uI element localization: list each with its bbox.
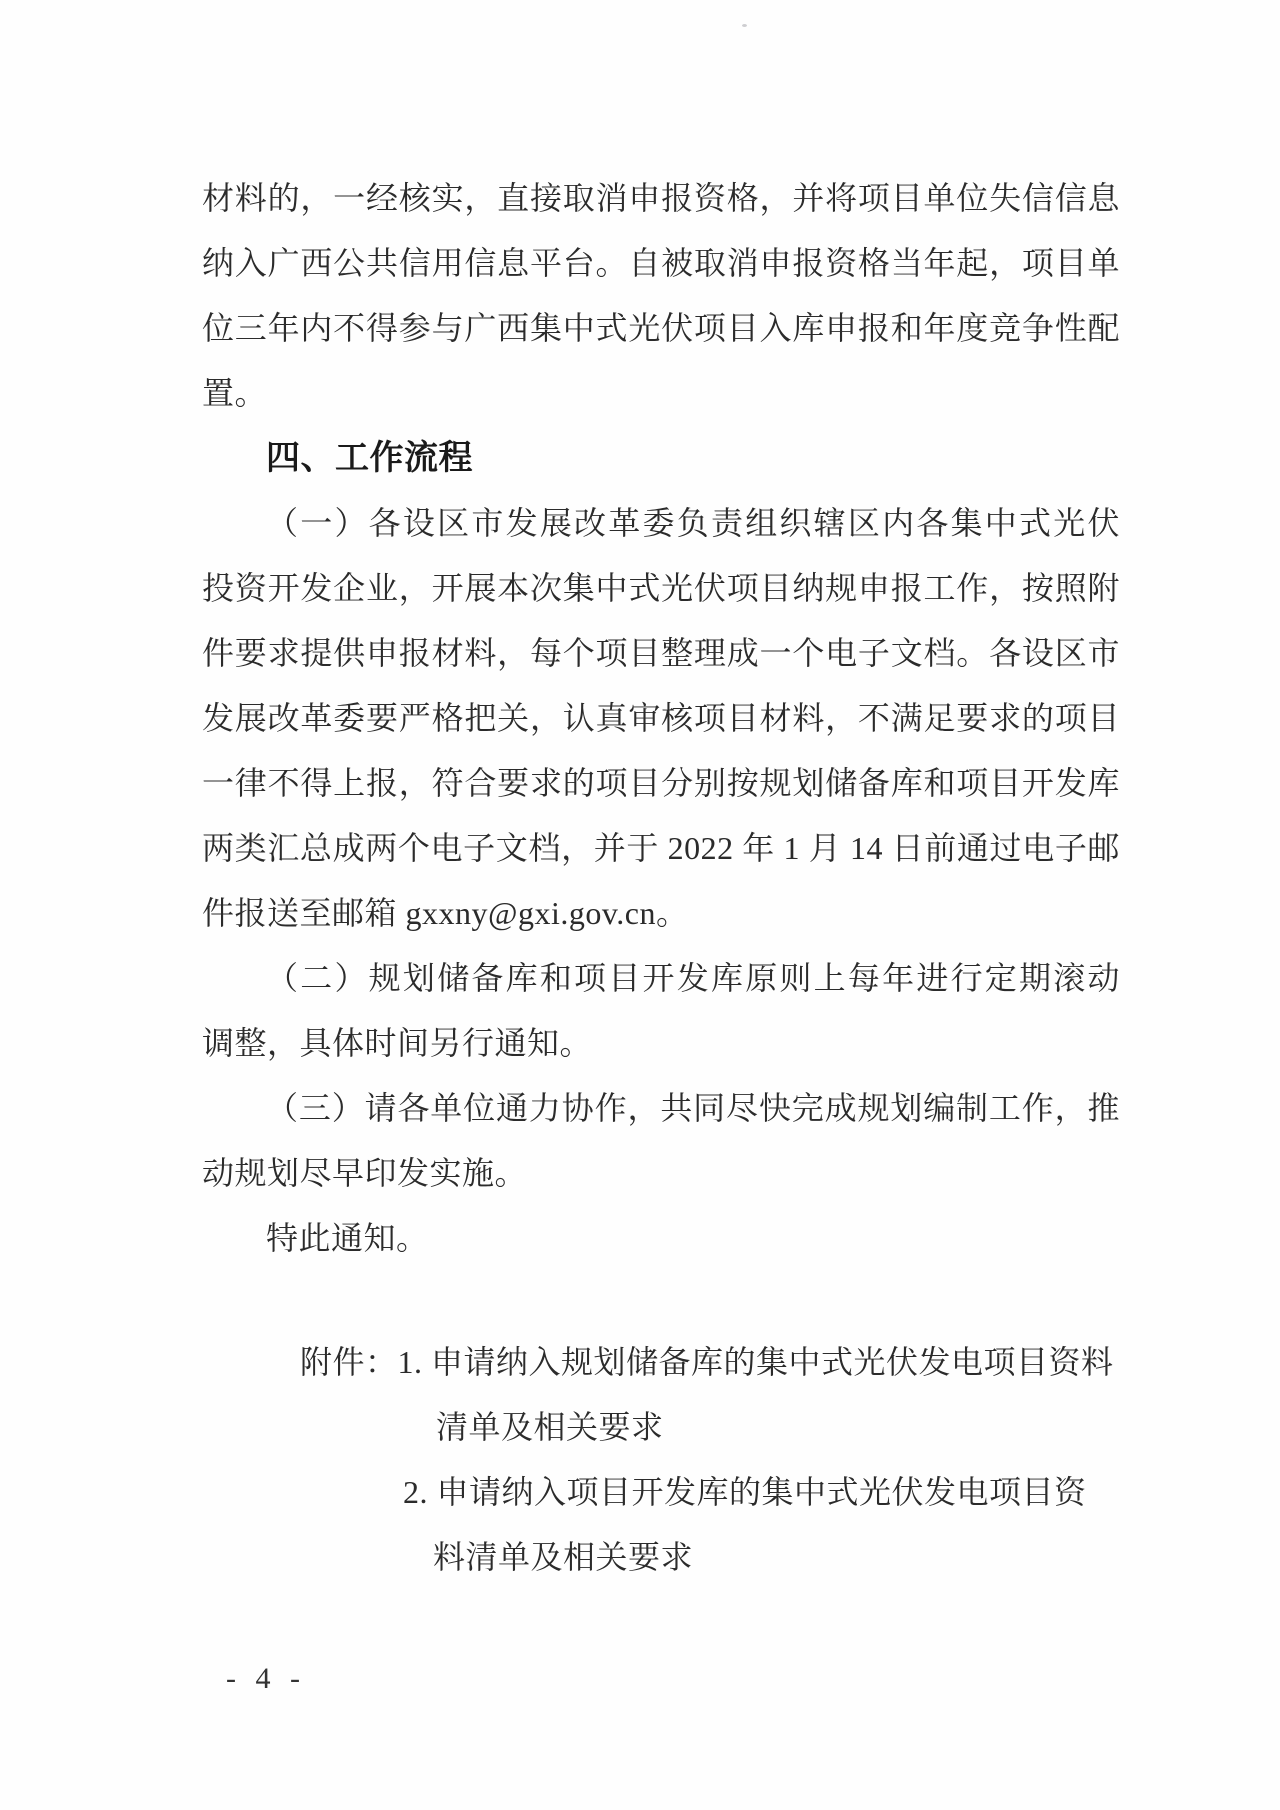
body-line: 调整，具体时间另行通知。 (202, 1025, 593, 1061)
attachment-line: 2. 申请纳入项目开发库的集中式光伏发电项目资 (403, 1474, 1087, 1510)
body-line: （一）各设区市发展改革委负责组织辖区内各集中式光伏 (266, 505, 1120, 541)
page-number: - 4 - (226, 1662, 306, 1695)
body-line: 一律不得上报，符合要求的项目分别按规划储备库和项目开发库 (202, 765, 1120, 801)
body-line: 材料的，一经核实，直接取消申报资格，并将项目单位失信信息 (202, 180, 1120, 216)
body-line: 置。 (202, 375, 268, 411)
body-line-closing: 特此通知。 (266, 1220, 429, 1256)
body-line: 位三年内不得参与广西集中式光伏项目入库申报和年度竞争性配 (202, 310, 1120, 346)
attachment-line: 附件：1. 申请纳入规划储备库的集中式光伏发电项目资料 (300, 1344, 1114, 1380)
body-line: 两类汇总成两个电子文档，并于 2022 年 1 月 14 日前通过电子邮 (202, 830, 1120, 866)
scan-artifact-dot (742, 24, 747, 27)
attachment-line: 清单及相关要求 (436, 1409, 664, 1445)
body-line: 投资开发企业，开展本次集中式光伏项目纳规申报工作，按照附 (202, 570, 1120, 606)
body-line-email: 件报送至邮箱 gxxny@gxi.gov.cn。 (202, 895, 689, 931)
body-line: 发展改革委要严格把关，认真审核项目材料，不满足要求的项目 (202, 700, 1120, 736)
body-line: 动规划尽早印发实施。 (202, 1155, 528, 1191)
document-body (202, 166, 1120, 1271)
body-line: 纳入广西公共信用信息平台。自被取消申报资格当年起，项目单 (202, 245, 1120, 281)
body-line: 件要求提供申报材料，每个项目整理成一个电子文档。各设区市 (202, 635, 1120, 671)
section-heading: 四、工作流程 (266, 439, 473, 477)
body-line: （三）请各单位通力协作，共同尽快完成规划编制工作，推 (266, 1090, 1120, 1126)
body-line: （二）规划储备库和项目开发库原则上每年进行定期滚动 (266, 960, 1120, 996)
attachment-line: 料清单及相关要求 (433, 1539, 694, 1575)
